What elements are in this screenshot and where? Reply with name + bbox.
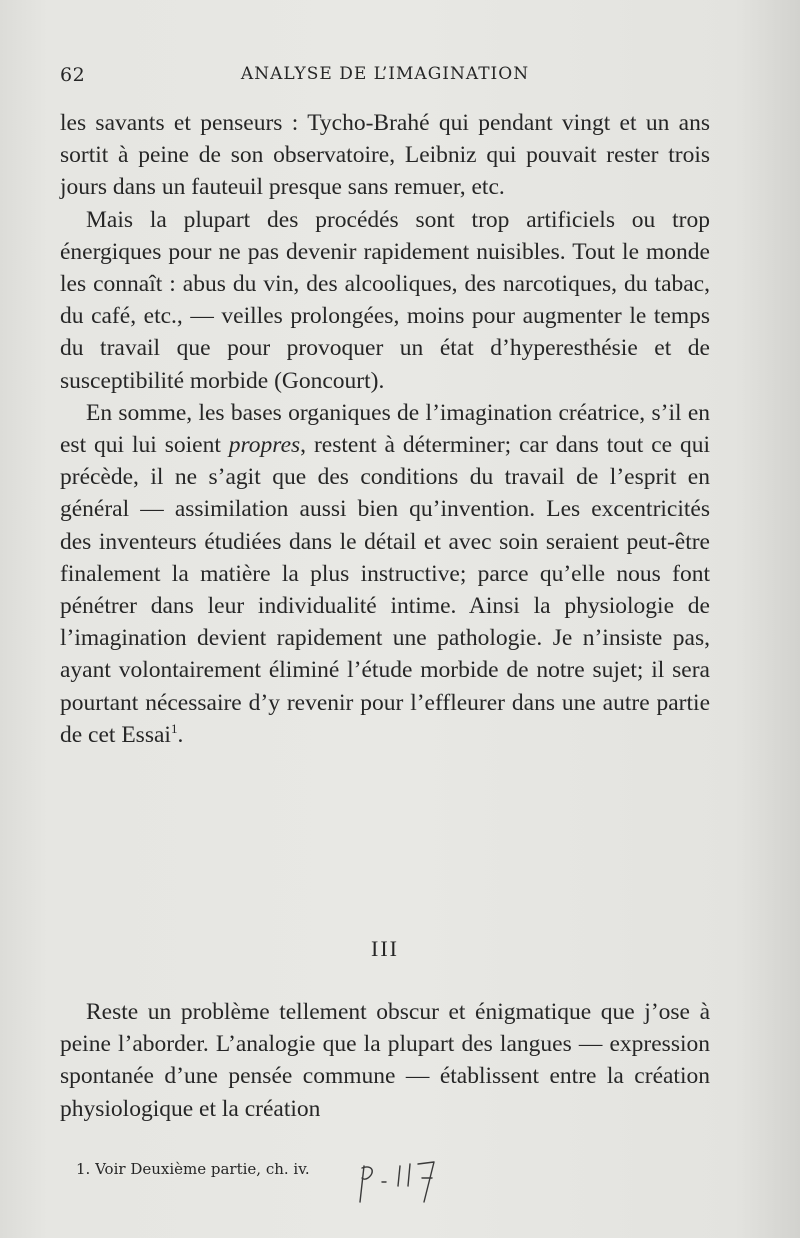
footnote-marker: 1.	[76, 1160, 91, 1178]
paragraph-3-end: .	[177, 721, 184, 748]
footnote-text: Voir Deuxième partie, ch. iv.	[95, 1160, 310, 1178]
page-number: 62	[60, 64, 86, 86]
paragraph-2: Mais la plupart des procédés sont trop artificiels ou trop énergiques pour ne pas devenir rapidement nuisibles. Tout le monde les connaît : abus du vin, des alcooliques, des narcotiques, du tabac, du café, etc., — veilles prolongées, moins pour augmenter le temps du travail que pour provoquer un état d’hyperesthésie et de susceptibilité morbide (Goncourt).	[60, 206, 710, 394]
section-paragraph: Reste un problème tellement obscur et énigmatique que j’ose à peine l’aborder. L’analogie que la plupart des langues — expression spontanée d’une pensée commune — établissent entre la création physiologique et la création	[60, 999, 710, 1122]
page-header	[60, 64, 710, 92]
paragraph-3-part-2: , restent à déterminer; car dans tout ce qui précède, il ne s’agit que des conditions du travail de l’esprit en général — assimilation aussi bien qu’invention. Les excentricités des inventeurs étudiées dans le détail et avec soin seraient peut-être finalement la matière la plus instructive; parce qu’elle nous font pénétrer dans leur individualité intime. Ainsi la physiologie de l’imagination devient rapidement une pathologie. Je n’insiste pas, ayant volontairement éliminé l’étude morbide de notre sujet; il sera pourtant nécessaire d’y revenir pour l’effleurer dans une autre partie de cet Essai	[60, 432, 711, 748]
section-heading: III	[371, 936, 399, 961]
running-title: ANALYSE DE L’IMAGINATION	[240, 64, 530, 84]
footnote-reference: 1	[170, 721, 178, 737]
section-text	[60, 996, 710, 1125]
body-text	[60, 107, 710, 751]
italic-emphasis: propres	[228, 432, 301, 459]
paragraph-3-part-1: En somme, les bases organiques de l’imagination créatrice, s’il en est qui lui soient	[60, 399, 710, 459]
handwritten-annotation	[354, 1152, 444, 1208]
paragraph-3	[60, 397, 710, 751]
paragraph-1: les savants et penseurs : Tycho-Brahé qui pendant vingt et un ans sortit à peine de son observatoire, Leibniz qui pouvait rester trois jours dans un fauteuil presque sans remuer, etc.	[60, 110, 710, 201]
